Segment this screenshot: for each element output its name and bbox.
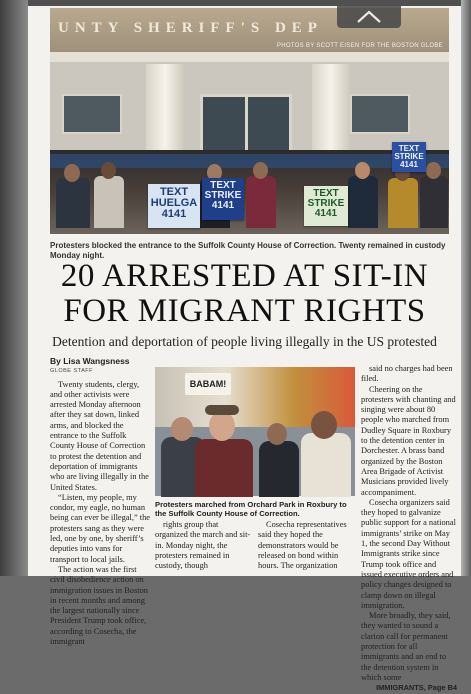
newspaper-page <box>28 6 461 693</box>
paragraph: rights group that organized the march and sit-in. Monday night, the protesters remained in custody, though <box>155 520 251 571</box>
paragraph: Cosecha representatives said they hoped the demonstrators would be released on bond within hours. The organization <box>258 520 347 571</box>
protest-sign: TEXT STRIKE 4141 <box>202 178 244 220</box>
scroll-up-button[interactable] <box>337 6 401 28</box>
march-photo <box>155 367 355 496</box>
paragraph: “Listen, my people, my condor, my eagle, no human being can ever be illegal,” the protesters sang as they were led, one by one, by sheriff’s deputies into vans for transport to local jails. <box>50 492 150 564</box>
subheadline: Detention and deportation of people living illegally in the US protested <box>52 334 437 349</box>
jump-line[interactable]: IMMIGRANTS, Page B4 <box>376 683 457 693</box>
column-4 <box>361 364 457 694</box>
column-right <box>312 64 350 160</box>
photo-caption: Protesters blocked the entrance to the Suffolk County House of Correction. Twenty remained in custody Monday night. <box>50 241 446 260</box>
paragraph: Cosecha organizers said they hoped to galvanize public support for a national immigrants’ strike on May 1, the second Day Without Immigrants strike since Trump took office and issued executive orders and policy changes designed to clamp down on illegal immigration. <box>361 497 456 610</box>
main-photo <box>50 8 449 234</box>
column-left <box>146 64 184 160</box>
protest-sign: TEXT HUELGA 4141 <box>148 184 200 228</box>
column-2 <box>155 520 252 571</box>
headline-line-2: FOR MIGRANT RIGHTS <box>63 293 426 329</box>
babam-banner: BABAM! <box>185 373 231 395</box>
paragraph: Cheering on the protesters with chanting and singing were about 80 people who marched from Dudley Square in Roxbury to the detention center in Dorchester. A brass band organized by the Boston Area Brigade of Activist Musicians provided lively accompaniment. <box>361 384 456 497</box>
photo-credit: PHOTOS BY SCOTT EISEN FOR THE BOSTON GLOBE <box>276 43 443 49</box>
march-photo-caption: Protesters marched from Orchard Park in Roxbury to the Suffolk County House of Correction. <box>155 500 347 519</box>
protest-sign: TEXT STRIKE 4141 <box>392 142 426 172</box>
viewer-frame-left <box>0 0 28 576</box>
column-3 <box>258 520 355 571</box>
headline-line-1: 20 ARRESTED AT SIT-IN <box>60 258 429 294</box>
viewer-frame-right <box>461 0 471 576</box>
chevron-up-icon <box>356 10 382 24</box>
protest-sign: TEXT STRIKE 4141 <box>304 186 348 226</box>
byline-staff: GLOBE STAFF <box>50 368 93 375</box>
headline <box>28 259 461 329</box>
column-1 <box>50 356 150 647</box>
byline: By Lisa Wangsness <box>50 356 130 366</box>
building-sign: UNTY SHERIFF'S DEP <box>58 19 323 36</box>
paragraph: Twenty students, clergy, and other activists were arrested Monday afternoon after they sat down, linked arms, and blocked the entrance to the Suffolk County House of Correction to protest the detention and deportation of immigrants who are living illegally in the United States. <box>50 379 149 492</box>
paragraph: More broadly, they said, they wanted to sound a clarion call for permanent protection for all immigrants and an end to the detention system in which some <box>361 611 451 682</box>
paragraph: The action was the first civil disobedience action on immigration issues in Boston in recent months and among the largest nationally since President Trump took office, according to Cosecha, the immigrant <box>50 564 148 647</box>
paragraph: said no charges had been filed. <box>361 364 453 384</box>
